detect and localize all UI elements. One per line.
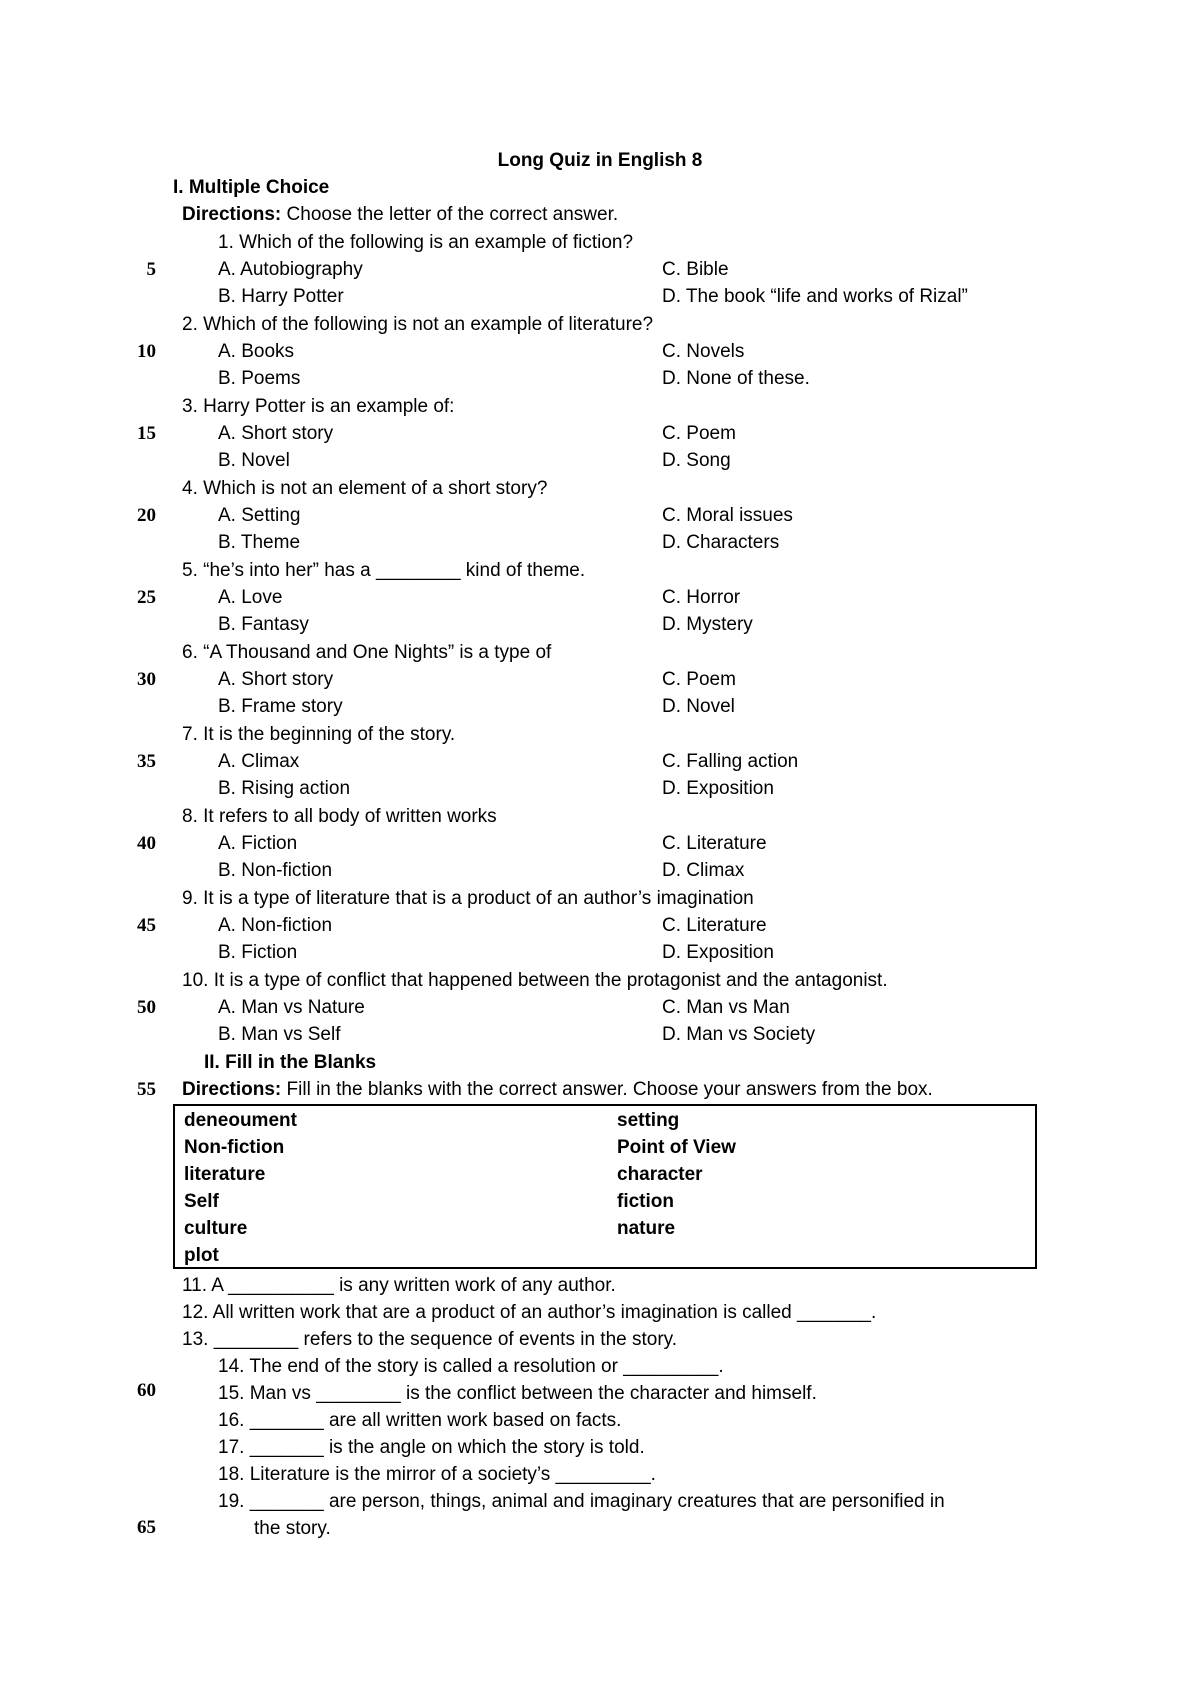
line-number: 65	[137, 1517, 156, 1538]
line-number: 25	[137, 587, 156, 608]
choice-a: A. Fiction	[218, 833, 298, 854]
choice-c: C. Moral issues	[662, 505, 793, 526]
line-number: 35	[137, 751, 156, 772]
word-bank-item: fiction	[617, 1191, 674, 1212]
choice-b: B. Fiction	[218, 942, 298, 963]
choice-b: B. Man vs Self	[218, 1024, 341, 1045]
choice-b: B. Non-fiction	[218, 860, 333, 881]
page-title: Long Quiz in English 8	[497, 150, 703, 171]
word-bank-item: Point of View	[617, 1137, 736, 1158]
word-bank-item: plot	[184, 1245, 219, 1266]
choice-a: A. Man vs Nature	[218, 997, 365, 1018]
choice-a: A. Autobiography	[218, 259, 363, 280]
choice-c: C. Poem	[662, 423, 736, 444]
choice-d: D. Characters	[662, 532, 780, 553]
choice-d: D. Exposition	[662, 942, 774, 963]
word-bank-item: deneoument	[184, 1110, 297, 1131]
fill-in-item: 12. All written work that are a product of an author’s imagination is called _______.	[182, 1302, 877, 1323]
section-heading-fill-in-the-blanks: II. Fill in the Blanks	[204, 1052, 377, 1073]
choice-d: D. The book “life and works of Rizal”	[662, 286, 968, 307]
line-number: 10	[137, 341, 156, 362]
fill-in-item: 18. Literature is the mirror of a society’s _________.	[218, 1464, 656, 1485]
choice-b: B. Rising action	[218, 778, 351, 799]
line-number: 40	[137, 833, 156, 854]
line-number: 15	[137, 423, 156, 444]
choice-d: D. Novel	[662, 696, 735, 717]
choice-b: B. Theme	[218, 532, 301, 553]
choice-a: A. Setting	[218, 505, 301, 526]
fill-in-item: 14. The end of the story is called a resolution or _________.	[218, 1356, 724, 1377]
question: 6. “A Thousand and One Nights” is a type of	[182, 642, 552, 663]
word-bank-item: Self	[184, 1191, 219, 1212]
directions-label: Directions:	[182, 204, 282, 225]
choice-d: D. Climax	[662, 860, 745, 881]
line-number: 55	[137, 1079, 156, 1100]
fill-in-item: 19. _______ are person, things, animal and imaginary creatures that are personified in	[218, 1491, 945, 1512]
choice-b: B. Poems	[218, 368, 301, 389]
question: 9. It is a type of literature that is a product of an author’s imagination	[182, 888, 754, 909]
choice-c: C. Falling action	[662, 751, 799, 772]
fill-in-item: 15. Man vs ________ is the conflict between the character and himself.	[218, 1383, 817, 1404]
question: 4. Which is not an element of a short story?	[182, 478, 548, 499]
word-bank-box	[173, 1104, 1037, 1269]
choice-b: B. Fantasy	[218, 614, 309, 635]
choice-d: D. Man vs Society	[662, 1024, 816, 1045]
choice-a: A. Love	[218, 587, 283, 608]
directions-label: Directions:	[182, 1079, 282, 1100]
line-number: 45	[137, 915, 156, 936]
line-number: 5	[146, 259, 156, 280]
question: 2. Which of the following is not an example of literature?	[182, 314, 654, 335]
directions-text: Choose the letter of the correct answer.	[281, 204, 619, 225]
question: 3. Harry Potter is an example of:	[182, 396, 455, 417]
question: 1. Which of the following is an example of fiction?	[218, 232, 634, 253]
choice-d: D. Mystery	[662, 614, 753, 635]
choice-a: A. Climax	[218, 751, 300, 772]
fill-in-item-continuation: the story.	[254, 1518, 331, 1539]
choice-c: C. Bible	[662, 259, 729, 280]
fill-in-item: 11. A __________ is any written work of any author.	[182, 1275, 616, 1296]
choice-d: D. Song	[662, 450, 731, 471]
choice-c: C. Man vs Man	[662, 997, 790, 1018]
fill-in-item: 16. _______ are all written work based on facts.	[218, 1410, 622, 1431]
question: 5. “he’s into her” has a ________ kind of theme.	[182, 560, 586, 581]
choice-b: B. Harry Potter	[218, 286, 344, 307]
choice-a: A. Books	[218, 341, 295, 362]
choice-a: A. Short story	[218, 423, 334, 444]
choice-a: A. Non-fiction	[218, 915, 333, 936]
fill-in-item: 13. ________ refers to the sequence of events in the story.	[182, 1329, 678, 1350]
word-bank-item: character	[617, 1164, 703, 1185]
choice-c: C. Novels	[662, 341, 745, 362]
word-bank-item: Non-fiction	[184, 1137, 285, 1158]
choice-b: B. Novel	[218, 450, 290, 471]
directions	[182, 1076, 933, 1103]
word-bank-item: nature	[617, 1218, 676, 1239]
line-number: 30	[137, 669, 156, 690]
choice-c: C. Poem	[662, 669, 736, 690]
question: 7. It is the beginning of the story.	[182, 724, 456, 745]
choice-b: B. Frame story	[218, 696, 343, 717]
word-bank-item: literature	[184, 1164, 266, 1185]
choice-c: C. Literature	[662, 915, 767, 936]
question: 10. It is a type of conflict that happened between the protagonist and the antagonist.	[182, 970, 888, 991]
fill-in-item: 17. _______ is the angle on which the story is told.	[218, 1437, 645, 1458]
line-number: 60	[137, 1380, 156, 1401]
choice-d: D. None of these.	[662, 368, 810, 389]
word-bank-item: setting	[617, 1110, 680, 1131]
section-heading-multiple-choice: I. Multiple Choice	[173, 177, 330, 198]
directions	[182, 201, 618, 228]
choice-d: D. Exposition	[662, 778, 774, 799]
question: 8. It refers to all body of written works	[182, 806, 497, 827]
directions-text: Fill in the blanks with the correct answer. Choose your answers from the box.	[281, 1079, 933, 1100]
word-bank-item: culture	[184, 1218, 248, 1239]
choice-c: C. Literature	[662, 833, 767, 854]
line-number: 50	[137, 997, 156, 1018]
choice-a: A. Short story	[218, 669, 334, 690]
line-number: 20	[137, 505, 156, 526]
choice-c: C. Horror	[662, 587, 741, 608]
